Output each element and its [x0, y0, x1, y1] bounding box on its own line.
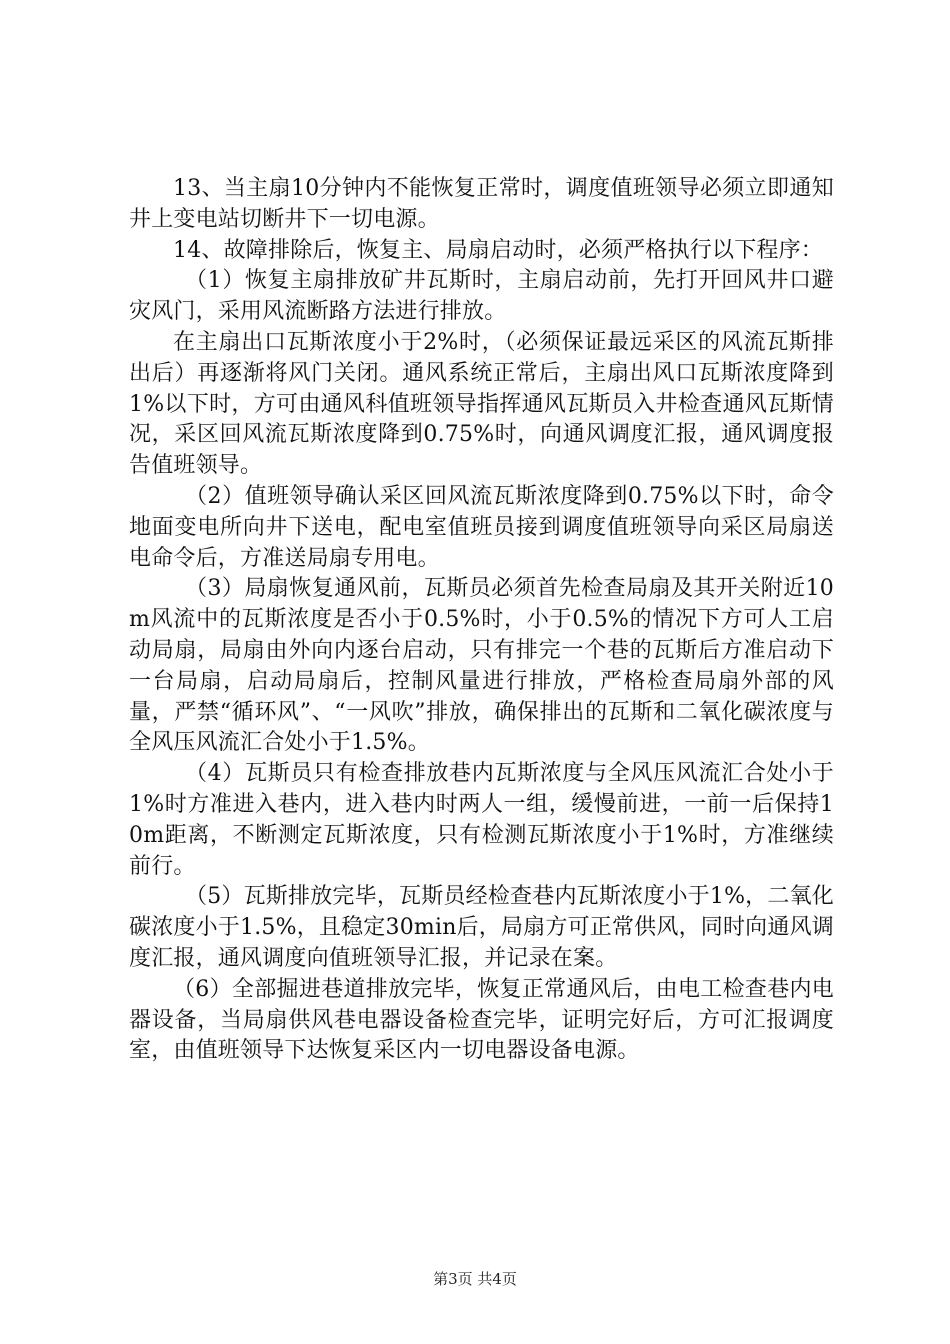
paragraph-step-4: （4）瓦斯员只有检查排放巷内瓦斯浓度与全风压风流汇合处小于1%时方准进入巷内，进入巷内时两人一组，缓慢前进，一前一后保持10m距离，不断测定瓦斯浓度，只有检测瓦斯浓度小于1%时，方准继续前行。	[129, 761, 834, 879]
paragraph-step-3: （3）局扇恢复通风前，瓦斯员必须首先检查局扇及其开关附近10m风流中的瓦斯浓度是否小于0.5%时，小于0.5%的情况下方可人工启动局扇，局扇由外向内逐台启动，只有排完一个巷的瓦斯后方准启动下一台局扇，启动局扇后，控制风量进行排放，严格检查局扇外部的风量，严禁“循环风”、“一风吹”排放，确保排出的瓦斯和二氧化碳浓度与全风压风流汇合处小于1.5%。	[129, 576, 834, 756]
paragraph-step-1-detail: 在主扇出口瓦斯浓度小于2%时，（必须保证最远采区的风流瓦斯排出后）再逐渐将风门关闭。通风系统正常后，主扇出风口瓦斯浓度降到1%以下时，方可由通风科值班领导指挥通风瓦斯员入井检查通风瓦斯情况，采区回风流瓦斯浓度降到0.75%时，向通风调度汇报，通风调度报告值班领导。	[129, 329, 834, 479]
paragraph-item-13: 13、当主扇10分钟内不能恢复正常时，调度值班领导必须立即通知井上变电站切断井下一切电源。	[129, 176, 834, 232]
document-body	[129, 174, 834, 1067]
paragraph-item-14: 14、故障排除后，恢复主、局扇启动时，必须严格执行以下程序：	[173, 237, 823, 263]
paragraph-step-6: （6）全部掘进巷道排放完毕，恢复正常通风后，由电工检查巷内电器设备，当局扇供风巷电器设备检查完毕，证明完好后，方可汇报调度室，由值班领导下达恢复采区内一切电器设备电源。	[129, 976, 834, 1064]
page-number-footer: 第3页 共4页	[433, 1270, 517, 1288]
paragraph-step-1: （1）恢复主扇排放矿井瓦斯时，主扇启动前，先打开回风井口避灾风门，采用风流断路方法进行排放。	[129, 268, 834, 325]
paragraph-step-2: （2）值班领导确认采区回风流瓦斯浓度降到0.75%以下时，命令地面变电所向井下送电，配电室值班员接到调度值班领导向采区局扇送电命令后，方准送局扇专用电。	[129, 483, 834, 571]
paragraph-step-5: （5）瓦斯排放完毕，瓦斯员经检查巷内瓦斯浓度小于1%，二氧化碳浓度小于1.5%，且稳定30min后，局扇方可正常供风，同时向通风调度汇报，通风调度向值班领导汇报，并记录在案。	[129, 884, 834, 971]
